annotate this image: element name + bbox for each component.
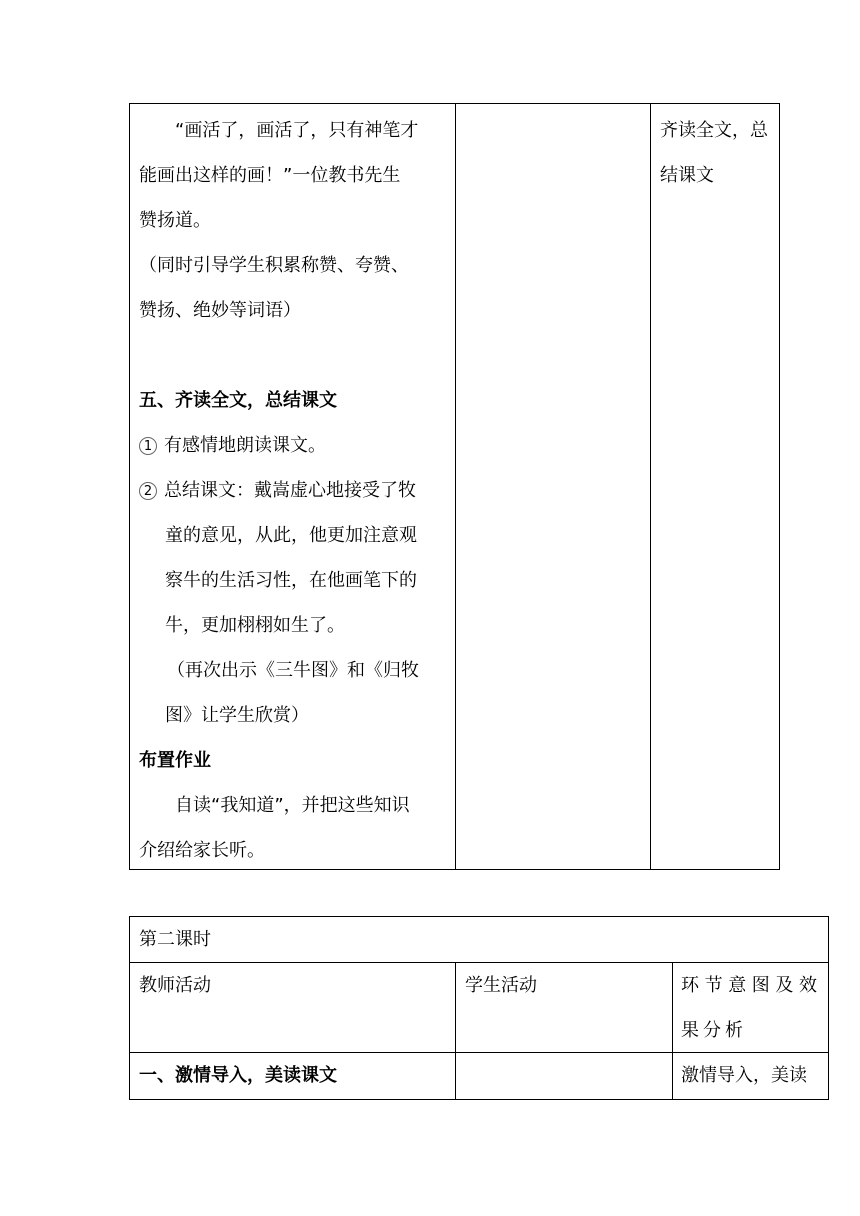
list-item-text: 总结课文：戴嵩虚心地接受了牧 bbox=[164, 480, 416, 501]
list-item bbox=[139, 423, 451, 468]
section-heading: 五、齐读全文，总结课文 bbox=[139, 390, 337, 411]
homework-text: 自读“我知道”，并把这些知识 bbox=[175, 795, 410, 816]
quote-line: “画活了，画活了，只有神笔才 bbox=[175, 120, 419, 141]
header-intent-analysis: 环节意图及效果分析 bbox=[681, 975, 821, 1041]
column-divider bbox=[672, 962, 673, 1099]
list-item-text: 童的意见，从此，他更加注意观 bbox=[165, 525, 417, 546]
intent-analysis-cell bbox=[660, 108, 775, 198]
homework-heading: 布置作业 bbox=[139, 750, 211, 771]
teaching-note: （再次出示《三牛图》和《归牧 bbox=[167, 660, 419, 681]
second-period-table bbox=[129, 916, 829, 1100]
section-heading: 一、激情导入，美读课文 bbox=[139, 1065, 337, 1086]
header-teacher-activity: 教师活动 bbox=[139, 975, 211, 996]
quote-line: 赞扬道。 bbox=[139, 210, 211, 231]
intent-text: 齐读全文，总 bbox=[660, 120, 768, 141]
quote-line: 能画出这样的画！”一位教书先生 bbox=[139, 165, 401, 186]
teaching-note: （同时引导学生积累称赞、夸赞、 bbox=[139, 255, 409, 276]
list-item-text: 牛，更加栩栩如生了。 bbox=[165, 615, 345, 636]
blank-line bbox=[139, 333, 451, 378]
teacher-activity-cell bbox=[139, 108, 451, 873]
column-divider bbox=[455, 104, 456, 869]
list-item-text: 察牛的生活习性，在他画笔下的 bbox=[165, 570, 417, 591]
list-item-text: 有感情地朗读课文。 bbox=[164, 435, 326, 456]
header-student-activity: 学生活动 bbox=[465, 975, 537, 996]
period-title: 第二课时 bbox=[139, 929, 211, 950]
lesson-table-continued bbox=[129, 103, 780, 870]
intent-text: 结课文 bbox=[660, 165, 714, 186]
homework-text: 介绍给家长听。 bbox=[139, 840, 265, 861]
circled-number: 1 bbox=[139, 437, 157, 455]
teaching-note: 图》让学生欣赏） bbox=[165, 705, 309, 726]
column-divider bbox=[650, 104, 651, 869]
list-item bbox=[139, 468, 451, 513]
column-divider bbox=[455, 962, 456, 1099]
circled-number: 2 bbox=[139, 482, 157, 500]
teaching-note: 赞扬、绝妙等词语） bbox=[139, 300, 301, 321]
intent-text: 激情导入，美读 bbox=[681, 1065, 807, 1086]
